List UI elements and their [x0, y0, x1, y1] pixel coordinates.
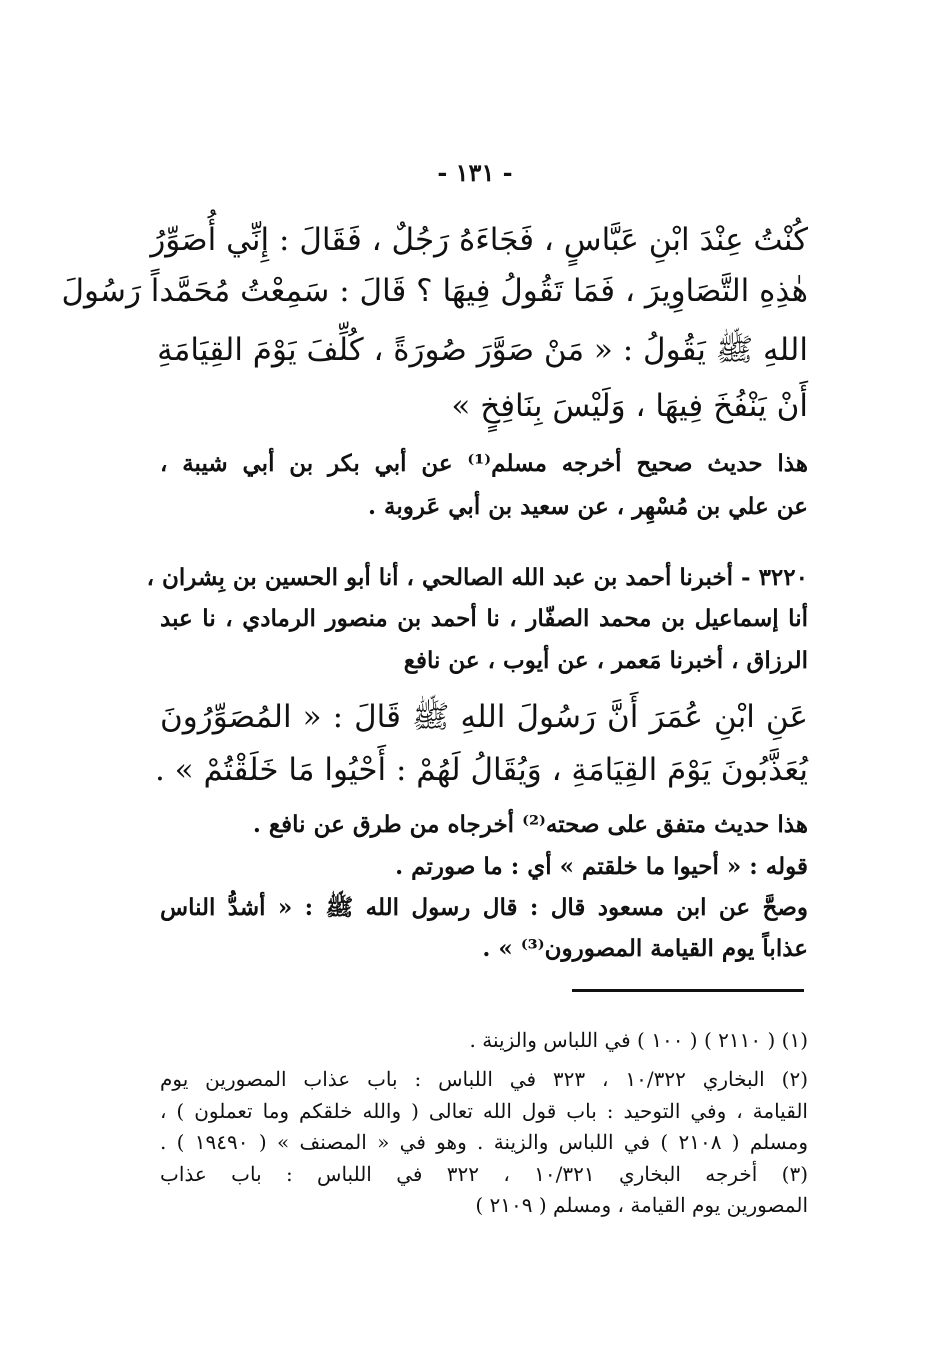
grading-1-line-1: هذا حديث صحيح أخرجه مسلم⁽¹⁾ عن أبي بكر بن أبي شيبة ، [160, 450, 808, 477]
footnote-2-line-2: القيامة ، وفي التوحيد : باب قول الله تعالى ( والله خلقكم وما تعملون ) ، [160, 1099, 808, 1123]
footnote-3-line-1: (٣) أخرجه البخاري ١٠/٣٢١ ، ٣٢٢ في اللباس : باب عذاب [160, 1162, 809, 1186]
grading-2-line-4: عذاباً يوم القيامة المصورون⁽³⁾ » . [482, 935, 808, 962]
grading-1-line-2: عن علي بن مُسْهِر ، عن سعيد بن أبي عَروبة . [367, 493, 808, 520]
footnote-2-line-3: ومسلم ( ٢١٠٨ ) في اللباس والزينة . وهو في « المصنف » ( ١٩٤٩٠ ) . [160, 1130, 809, 1154]
footnote-1: (١) ( ٢١١٠ ) ( ١٠٠ ) في اللباس والزينة . [469, 1028, 808, 1052]
isnad-3220-line-1: ٣٢٢٠ - أخبرنا أحمد بن عبد الله الصالحي ، أنا أبو الحسين بن بِشران ، [146, 564, 808, 591]
hadith-1-line-4: أَنْ يَنْفُخَ فِيهَا ، وَلَيْسَ بِنَافِخٍ » [451, 388, 808, 424]
isnad-3220-line-3: الرزاق ، أخبرنا مَعمر ، عن أيوب ، عن نافع [403, 647, 808, 674]
grading-2-line-1: هذا حديث متفق على صحته⁽²⁾ أخرجاه من طرق عن نافع . [252, 811, 808, 838]
hadith-1-line-3: اللهِ ﷺ يَقُولُ : « مَنْ صَوَّرَ صُورَةً ، كُلِّفَ يَوْمَ القِيَامَةِ [157, 332, 808, 368]
hadith-2-line-2: يُعَذَّبُونَ يَوْمَ القِيَامَةِ ، وَيُقَالُ لَهُمْ : أَحْيُوا مَا خَلَقْتُمْ » . [154, 752, 808, 788]
footnote-separator [572, 989, 804, 992]
page-number: - ١٣١ - [437, 158, 513, 187]
isnad-3220-line-2: أنا إسماعيل بن محمد الصفّار ، نا أحمد بن منصور الرمادي ، نا عبد [160, 605, 808, 632]
footnote-2-line-1: (٢) البخاري ١٠/٣٢٢ ، ٣٢٣ في اللباس : باب عذاب المصورين يوم [160, 1067, 808, 1091]
hadith-1-line-1: كُنْتُ عِنْدَ ابْنِ عَبَّاسٍ ، فَجَاءَهُ رَجُلٌ ، فَقَالَ : إِنِّي أُصَوِّرُ [150, 222, 808, 258]
hadith-2-line-1: عَنِ ابْنِ عُمَرَ أَنَّ رَسُولَ اللهِ ﷺ قَالَ : « المُصَوِّرُونَ [160, 699, 808, 735]
grading-2-line-2: قوله : « أحيوا ما خلقتم » أي : ما صورتم . [395, 853, 808, 880]
hadith-1-line-2: هٰذِهِ التَّصَاوِيرَ ، فَمَا تَقُولُ فِيهَا ؟ قَالَ : سَمِعْتُ مُحَمَّداً رَسُولَ [61, 273, 808, 309]
footnote-3-line-2: المصورين يوم القيامة ، ومسلم ( ٢١٠٩ ) [475, 1193, 808, 1217]
grading-2-line-3: وصحَّ عن ابن مسعود قال : قال رسول الله ﷺ : « أشدُّ الناس [160, 894, 808, 921]
